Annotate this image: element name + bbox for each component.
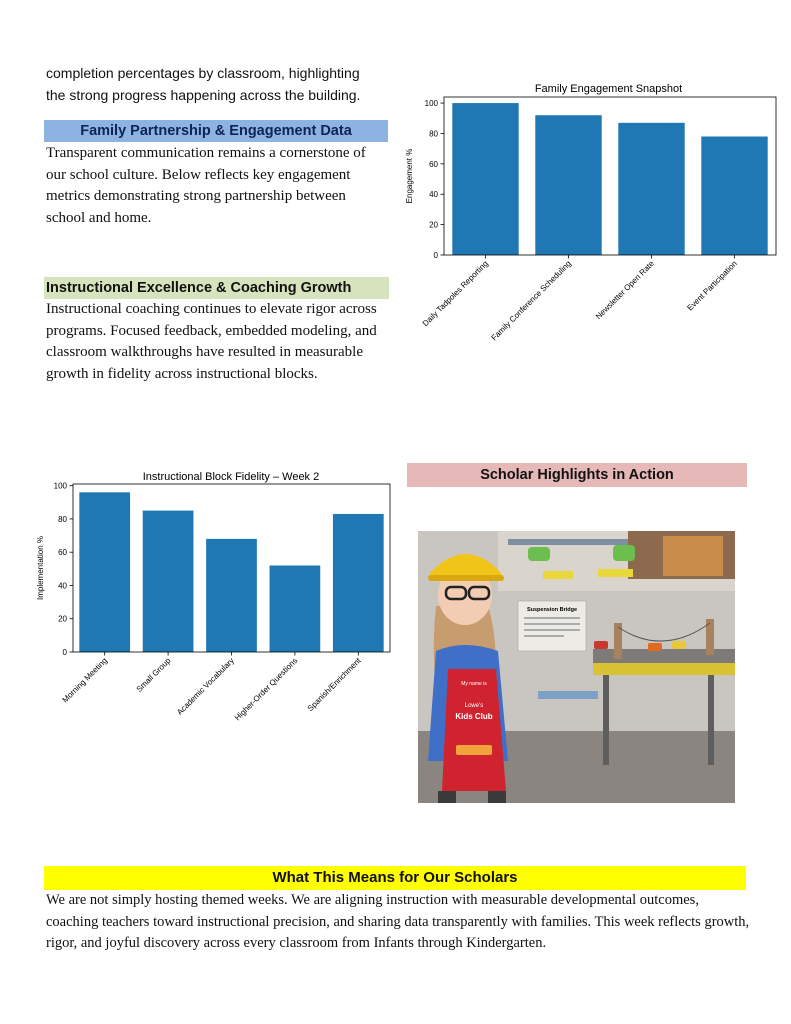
photo-apron-brand: Lowe's bbox=[464, 703, 484, 709]
instructional-excellence-heading: Instructional Excellence & Coaching Growth bbox=[44, 277, 389, 299]
intro-text bbox=[46, 62, 386, 106]
instructional-excellence-paragraph: Instructional coaching continues to elevate rigor across programs. Focused feedback, embedded modeling, and classroom walkthroughs have resulted in measurable growth in fidelity across instructional blocks. bbox=[46, 301, 377, 382]
chart-y-tick-label: 100 bbox=[424, 99, 438, 109]
chart-y-tick-label: 0 bbox=[62, 648, 67, 657]
what-this-means-paragraph: We are not simply hosting themed weeks. We are aligning instruction with measurable developmental outcomes, coaching teachers toward instructional precision, and sharing data transparently with families. This week reflects growth, rigor, and joyful discovery across every classroom from Infants through Kindergarten. bbox=[46, 892, 750, 951]
chart-x-tick-label: Newsletter Open Rate bbox=[593, 259, 656, 322]
family-engagement-heading: Family Partnership & Engagement Data bbox=[44, 120, 388, 142]
chart-y-tick-label: 100 bbox=[53, 481, 67, 491]
chart-y-tick-label: 80 bbox=[58, 514, 67, 524]
chart-bar bbox=[535, 115, 601, 255]
chart-x-tick-label: Spanish/Enrichment bbox=[305, 656, 363, 714]
chart-y-tick-label: 60 bbox=[429, 159, 438, 169]
chart-y-axis-label: Engagement % bbox=[405, 148, 414, 204]
chart-y-tick-label: 40 bbox=[58, 581, 67, 591]
scholar-photo bbox=[418, 531, 735, 803]
chart-y-tick-label: 80 bbox=[429, 129, 438, 139]
chart-x-tick-label: Academic Vocabulary bbox=[175, 656, 236, 717]
chart-x-tick-label: Family Conference Scheduling bbox=[489, 259, 573, 343]
chart-bar bbox=[452, 103, 518, 255]
intro-line-2: the strong progress happening across the building. bbox=[46, 87, 361, 103]
chart-y-axis-label: Implementation % bbox=[36, 535, 45, 601]
family-engagement-paragraph: Transparent communication remains a cornerstone of our school culture. Below reflects key engagement metrics demonstrating strong partnership between school and home. bbox=[46, 145, 366, 226]
photo-sign-title: Suspension Bridge bbox=[526, 607, 578, 613]
chart-x-tick-label: Daily Tadpoles Reporting bbox=[420, 259, 490, 329]
chart-bar bbox=[79, 492, 130, 652]
chart-bar bbox=[701, 137, 767, 256]
chart-title: Family Engagement Snapshot bbox=[534, 83, 683, 95]
chart-y-tick-label: 20 bbox=[429, 220, 438, 230]
chart-bar bbox=[618, 123, 684, 255]
chart-y-tick-label: 20 bbox=[58, 614, 67, 624]
chart-title: Instructional Block Fidelity – Week 2 bbox=[142, 471, 320, 483]
chart-bar bbox=[333, 514, 384, 652]
chart-y-tick-label: 0 bbox=[433, 251, 438, 260]
chart-y-tick-label: 60 bbox=[58, 548, 67, 558]
chart-y-tick-label: 40 bbox=[429, 190, 438, 200]
chart-bar bbox=[143, 511, 194, 652]
photo-apron-text: Kids Club bbox=[455, 712, 493, 721]
chart-x-tick-label: Event Participation bbox=[685, 259, 739, 313]
what-this-means-heading: What This Means for Our Scholars bbox=[44, 866, 746, 890]
chart-bar bbox=[270, 566, 321, 652]
chart-x-tick-label: Higher-Order Questions bbox=[232, 656, 300, 723]
scholar-highlights-heading: Scholar Highlights in Action bbox=[407, 463, 747, 487]
intro-line-1: completion percentages by classroom, highlighting bbox=[46, 65, 360, 81]
chart-bar bbox=[206, 539, 257, 652]
instructional-fidelity-chart bbox=[30, 464, 400, 754]
chart-x-tick-label: Small Group bbox=[134, 656, 173, 694]
chart-x-tick-label: Morning Meeting bbox=[60, 656, 110, 705]
photo-apron-top: My name is bbox=[461, 681, 487, 687]
family-engagement-chart bbox=[400, 76, 785, 376]
